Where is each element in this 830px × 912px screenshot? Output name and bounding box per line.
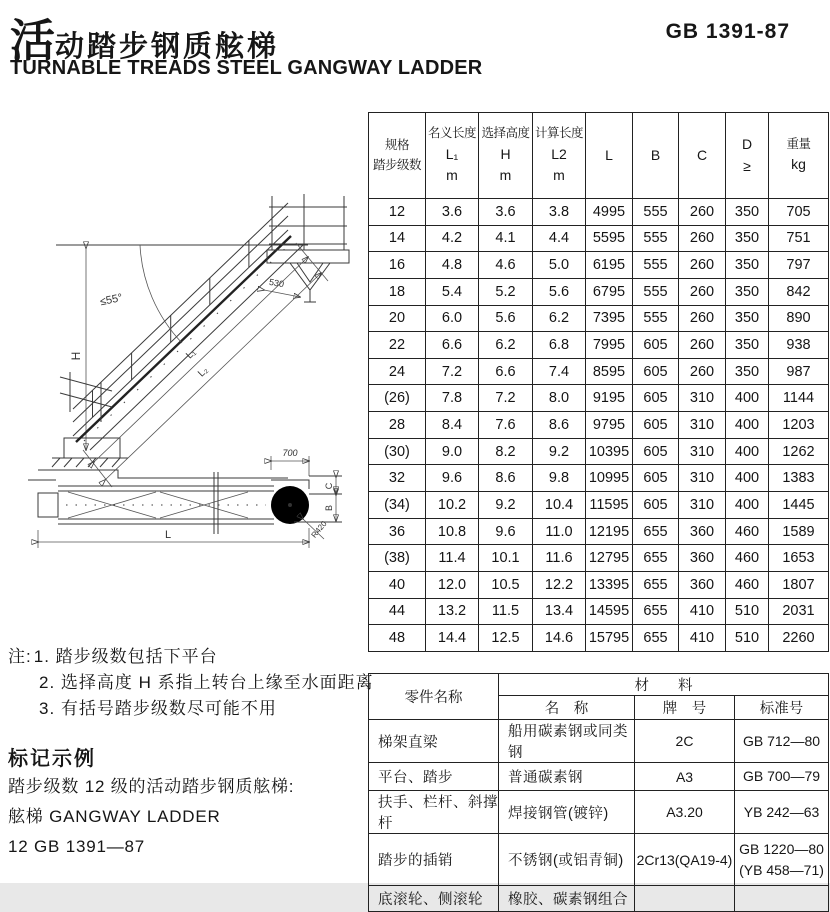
parts-cell-part: 踏步的插销 (369, 834, 499, 886)
spec-cell: 1445 (769, 492, 829, 519)
spec-cell: 10.2 (426, 492, 479, 519)
dim-label-c: C (324, 482, 334, 490)
spec-cell: 16 (369, 252, 426, 279)
spec-cell: 410 (679, 625, 726, 652)
parts-cell-part: 底滚轮、侧滚轮 (369, 886, 499, 912)
spec-cell: 510 (726, 625, 769, 652)
spec-cell: 44 (369, 598, 426, 625)
spec-cell: 8.2 (479, 438, 533, 465)
spec-cell: 13.4 (533, 598, 586, 625)
spec-cell: 14.4 (426, 625, 479, 652)
spec-cell: 6.6 (479, 358, 533, 385)
spec-cell: 890 (769, 305, 829, 332)
spec-col-header (533, 113, 586, 199)
page-title-rest: 动踏步钢质舷梯 (55, 31, 280, 63)
spec-cell: 1144 (769, 385, 829, 412)
spec-cell: 6195 (586, 252, 633, 279)
spec-cell: 12.0 (426, 571, 479, 598)
spec-cell: 3.6 (479, 199, 533, 226)
spec-cell: 9.2 (533, 438, 586, 465)
parts-sub-header: 标准号 (735, 696, 829, 720)
spec-cell: 605 (633, 332, 679, 359)
parts-cell-name: 橡胶、碳素钢组合 (499, 886, 635, 912)
spec-cell: 655 (633, 625, 679, 652)
spec-cell: (34) (369, 492, 426, 519)
spec-cell: 20 (369, 305, 426, 332)
parts-standard-line: GB 700—79 (742, 768, 821, 785)
spec-col-header (633, 113, 679, 199)
spec-cell: 460 (726, 571, 769, 598)
spec-cell: 10.1 (479, 545, 533, 572)
dim-label-r420: R420 (309, 519, 329, 540)
spec-cell: 22 (369, 332, 426, 359)
spec-table (368, 112, 829, 652)
spec-header-line: 选择高度 (481, 126, 530, 141)
spec-cell: 24 (369, 358, 426, 385)
spec-cell: 4995 (586, 199, 633, 226)
spec-row (369, 438, 829, 465)
spec-cell: 8.6 (479, 465, 533, 492)
spec-cell: 3.8 (533, 199, 586, 226)
spec-cell: 310 (679, 385, 726, 412)
spec-cell: 4.8 (426, 252, 479, 279)
spec-cell: 260 (679, 332, 726, 359)
spec-cell: 555 (633, 252, 679, 279)
spec-cell: 260 (679, 225, 726, 252)
parts-cell-standard (735, 886, 829, 912)
parts-part-header: 零件名称 (369, 674, 499, 720)
spec-cell: 360 (679, 518, 726, 545)
spec-col-header (769, 113, 829, 199)
marking-example-heading: 标记示例 (8, 748, 96, 770)
spec-cell: 605 (633, 438, 679, 465)
parts-cell-grade: A3.20 (635, 791, 735, 834)
spec-header-line: kg (791, 156, 806, 173)
spec-cell: 7995 (586, 332, 633, 359)
spec-cell: 28 (369, 412, 426, 439)
spec-cell: 7.6 (479, 412, 533, 439)
parts-cell-standard (735, 791, 829, 834)
parts-table (368, 673, 829, 912)
spec-cell: 310 (679, 465, 726, 492)
dim-label-l1: L₁ (184, 347, 199, 362)
spec-cell: 12.5 (479, 625, 533, 652)
parts-sub-header: 名 称 (499, 696, 635, 720)
spec-cell: 9195 (586, 385, 633, 412)
spec-header-line: L₁ (445, 145, 459, 162)
spec-col-header (726, 113, 769, 199)
parts-cell-standard (735, 763, 829, 791)
spec-row (369, 278, 829, 305)
spec-row (369, 332, 829, 359)
parts-cell-standard (735, 720, 829, 763)
spec-row (369, 465, 829, 492)
spec-header-line: 踏步级数 (372, 157, 421, 172)
spec-cell: 655 (633, 545, 679, 572)
spec-cell: 1589 (769, 518, 829, 545)
parts-cell-part: 梯架直梁 (369, 720, 499, 763)
spec-cell: 260 (679, 305, 726, 332)
spec-cell: 4.1 (479, 225, 533, 252)
note-item: 1. 踏步级数包括下平台 (33, 647, 218, 666)
spec-cell: 1807 (769, 571, 829, 598)
spec-cell: 4.2 (426, 225, 479, 252)
spec-cell: 9.8 (533, 465, 586, 492)
spec-cell: 6.2 (479, 332, 533, 359)
parts-cell-name: 普通碳素钢 (499, 763, 635, 791)
page-title-lead-char: 活 (10, 15, 56, 66)
spec-cell: 7.2 (479, 385, 533, 412)
spec-cell: 360 (679, 571, 726, 598)
standard-number: GB 1391-87 (665, 20, 790, 43)
spec-col-header (586, 113, 633, 199)
parts-cell-grade: 2Cr13(QA19-4) (635, 834, 735, 886)
spec-cell: 350 (726, 305, 769, 332)
spec-cell: 400 (726, 465, 769, 492)
spec-cell: 260 (679, 199, 726, 226)
spec-cell: 9.2 (479, 492, 533, 519)
spec-header-line: ≥ (743, 157, 751, 174)
spec-cell: 410 (679, 598, 726, 625)
spec-cell: 11.4 (426, 545, 479, 572)
parts-cell-name: 船用碳素钢或同类钢 (499, 720, 635, 763)
parts-row (369, 791, 829, 834)
spec-header-line: L2 (551, 145, 567, 162)
spec-cell: 7.2 (426, 358, 479, 385)
spec-cell: 10.8 (426, 518, 479, 545)
spec-cell: 350 (726, 225, 769, 252)
parts-row (369, 886, 829, 912)
spec-cell: 5.4 (426, 278, 479, 305)
spec-header-line: 重量 (786, 136, 811, 151)
spec-row (369, 225, 829, 252)
spec-cell: 13.2 (426, 598, 479, 625)
spec-cell: 12 (369, 199, 426, 226)
spec-cell: (38) (369, 545, 426, 572)
spec-cell: 555 (633, 225, 679, 252)
parts-standard-line: YB 242—63 (743, 803, 820, 820)
spec-cell: (26) (369, 385, 426, 412)
spec-cell: 555 (633, 305, 679, 332)
spec-cell: 555 (633, 199, 679, 226)
parts-cell-standard (735, 834, 829, 886)
spec-cell: 938 (769, 332, 829, 359)
spec-cell: 605 (633, 358, 679, 385)
spec-cell: 7.4 (533, 358, 586, 385)
spec-table-header (369, 113, 829, 199)
spec-cell: 555 (633, 278, 679, 305)
spec-cell: 6.2 (533, 305, 586, 332)
spec-header-line: B (650, 146, 661, 163)
spec-cell: 5.2 (479, 278, 533, 305)
spec-cell: 9.6 (426, 465, 479, 492)
parts-cell-name: 焊接钢管(镀锌) (499, 791, 635, 834)
spec-cell: 12.2 (533, 571, 586, 598)
spec-cell: 310 (679, 412, 726, 439)
spec-cell: 460 (726, 518, 769, 545)
spec-row (369, 358, 829, 385)
parts-standard-line: (YB 458—71) (739, 861, 824, 878)
spec-cell: 14 (369, 225, 426, 252)
spec-header-line: 规格 (384, 138, 409, 153)
spec-header-line: m (499, 167, 512, 184)
parts-standard-line: GB 712—80 (742, 732, 821, 749)
marking-example-line: 12 GB 1391—87 (8, 837, 146, 856)
spec-row (369, 305, 829, 332)
spec-cell: 48 (369, 625, 426, 652)
marking-example-line: 舷梯 GANGWAY LADDER (8, 807, 221, 826)
angle-label: ≤55° (99, 291, 124, 309)
spec-cell: 5.6 (533, 278, 586, 305)
parts-standard-line: GB 1220—80 (739, 841, 824, 858)
spec-header-line: m (446, 167, 458, 184)
spec-header-line: C (696, 146, 708, 163)
parts-cell-part: 扶手、栏杆、斜撑杆 (369, 791, 499, 834)
spec-cell: 1262 (769, 438, 829, 465)
dim-label-h: H (69, 351, 83, 361)
dim-label-l2: L₂ (196, 364, 211, 380)
spec-cell: 260 (679, 252, 726, 279)
spec-cell: 605 (633, 385, 679, 412)
spec-cell: 310 (679, 492, 726, 519)
spec-cell: 14.6 (533, 625, 586, 652)
spec-cell: 2260 (769, 625, 829, 652)
spec-cell: 350 (726, 278, 769, 305)
parts-row (369, 720, 829, 763)
spec-cell: 400 (726, 492, 769, 519)
spec-cell: 987 (769, 358, 829, 385)
notes-label: 注: (8, 647, 32, 666)
note-item: 3. 有括号踏步级数尽可能不用 (39, 699, 277, 718)
dim-label-b: B (324, 504, 334, 512)
spec-cell: 400 (726, 412, 769, 439)
spec-row (369, 252, 829, 279)
parts-table-header (369, 674, 829, 720)
spec-cell: 510 (726, 598, 769, 625)
spec-cell: 705 (769, 199, 829, 226)
spec-header-line: 计算长度 (534, 126, 583, 141)
spec-cell: 260 (679, 278, 726, 305)
spec-cell: 1653 (769, 545, 829, 572)
spec-row (369, 625, 829, 652)
spec-cell: 751 (769, 225, 829, 252)
dim-label-l: L (164, 529, 172, 541)
spec-row (369, 412, 829, 439)
parts-cell-grade: 2C (635, 720, 735, 763)
spec-cell: 842 (769, 278, 829, 305)
parts-material-header: 材 料 (499, 674, 829, 696)
parts-cell-part: 平台、踏步 (369, 763, 499, 791)
spec-header-line: 名义长度 (427, 126, 476, 141)
parts-header-row-1 (369, 674, 829, 696)
spec-cell: 11.0 (533, 518, 586, 545)
spec-cell: 1383 (769, 465, 829, 492)
marking-example-line: 踏步级数 12 级的活动踏步钢质舷梯: (8, 777, 295, 796)
dim-label-530: 530 (268, 276, 285, 290)
spec-cell: 4.4 (533, 225, 586, 252)
spec-cell: 8595 (586, 358, 633, 385)
spec-cell: 13395 (586, 571, 633, 598)
spec-cell: 10.5 (479, 571, 533, 598)
spec-cell: 4.6 (479, 252, 533, 279)
spec-cell: 8.6 (533, 412, 586, 439)
parts-cell-grade: A3 (635, 763, 735, 791)
spec-col-header (479, 113, 533, 199)
spec-cell: 400 (726, 385, 769, 412)
spec-cell: 9.6 (479, 518, 533, 545)
spec-header-line: m (553, 167, 565, 184)
spec-cell: 6.6 (426, 332, 479, 359)
spec-cell: 350 (726, 199, 769, 226)
spec-cell: 605 (633, 465, 679, 492)
spec-cell: 3.6 (426, 199, 479, 226)
spec-cell: 350 (726, 332, 769, 359)
spec-cell: 11595 (586, 492, 633, 519)
spec-cell: 9.0 (426, 438, 479, 465)
spec-cell: 7395 (586, 305, 633, 332)
parts-table-body (369, 720, 829, 912)
spec-cell: 655 (633, 598, 679, 625)
parts-sub-header: 牌 号 (635, 696, 735, 720)
spec-cell: 605 (633, 492, 679, 519)
spec-cell: 8.0 (533, 385, 586, 412)
spec-cell: 6.8 (533, 332, 586, 359)
spec-cell: 12195 (586, 518, 633, 545)
spec-cell: 5.6 (479, 305, 533, 332)
spec-cell: 40 (369, 571, 426, 598)
parts-row (369, 834, 829, 886)
spec-cell: 460 (726, 545, 769, 572)
spec-cell: 1203 (769, 412, 829, 439)
notes (8, 644, 374, 722)
spec-cell: 12795 (586, 545, 633, 572)
spec-row (369, 598, 829, 625)
spec-cell: 655 (633, 571, 679, 598)
spec-cell: 15795 (586, 625, 633, 652)
spec-col-header (369, 113, 426, 199)
spec-header-line: L (605, 146, 613, 163)
spec-header-line: H (500, 145, 511, 162)
spec-row (369, 545, 829, 572)
spec-cell: 360 (679, 545, 726, 572)
spec-cell: 14595 (586, 598, 633, 625)
spec-row (369, 492, 829, 519)
spec-cell: 2031 (769, 598, 829, 625)
spec-cell: 350 (726, 252, 769, 279)
note-item: 2. 选择高度 H 系指上转台上缘至水面距离 (39, 673, 374, 692)
spec-row (369, 571, 829, 598)
page-title-english: TURNABLE TREADS STEEL GANGWAY LADDER (10, 57, 483, 79)
spec-header-row (369, 113, 829, 199)
spec-cell: 11.6 (533, 545, 586, 572)
spec-cell: 18 (369, 278, 426, 305)
spec-col-header (426, 113, 479, 199)
spec-cell: 260 (679, 358, 726, 385)
parts-cell-grade (635, 886, 735, 912)
spec-cell: 5595 (586, 225, 633, 252)
spec-cell: 10.4 (533, 492, 586, 519)
spec-cell: 10395 (586, 438, 633, 465)
dim-label-700: 700 (282, 448, 298, 458)
spec-cell: 9795 (586, 412, 633, 439)
spec-header-line: D (741, 135, 753, 152)
spec-cell: 400 (726, 438, 769, 465)
spec-cell: 655 (633, 518, 679, 545)
spec-cell: 797 (769, 252, 829, 279)
parts-cell-name: 不锈钢(或铝青铜) (499, 834, 635, 886)
spec-cell: 350 (726, 358, 769, 385)
marking-example (8, 742, 294, 861)
spec-cell: 5.0 (533, 252, 586, 279)
spec-cell: 310 (679, 438, 726, 465)
spec-cell: 6.0 (426, 305, 479, 332)
spec-cell: 6795 (586, 278, 633, 305)
spec-cell: 36 (369, 518, 426, 545)
spec-cell: 8.4 (426, 412, 479, 439)
spec-row (369, 385, 829, 412)
spec-cell: 10995 (586, 465, 633, 492)
spec-row (369, 518, 829, 545)
spec-cell: 605 (633, 412, 679, 439)
parts-row (369, 763, 829, 791)
spec-table-body (369, 199, 829, 652)
technical-drawing (8, 150, 364, 630)
spec-cell: 11.5 (479, 598, 533, 625)
spec-row (369, 199, 829, 226)
spec-cell: (30) (369, 438, 426, 465)
spec-cell: 7.8 (426, 385, 479, 412)
spec-cell: 32 (369, 465, 426, 492)
spec-col-header (679, 113, 726, 199)
